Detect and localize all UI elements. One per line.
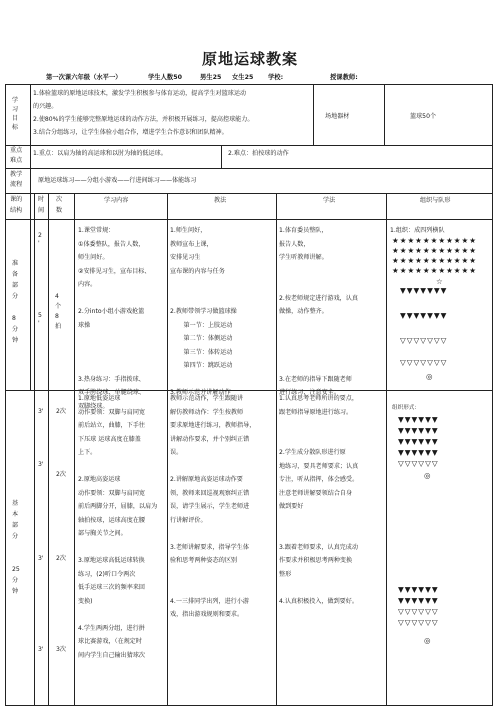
basic-content-line: 4.学生两两分组，进行拼 (78, 624, 145, 632)
keypoints-label: 重点 难点 (10, 147, 23, 164)
objective-2: 2.使80%的学生能够完整原地运球的动作方法，并积极开展练习，提高控球能力。 (33, 116, 254, 123)
basic-structure: 基 本 部 分 25 分 钟 (12, 500, 20, 595)
student-count: 学生人数50 (148, 74, 182, 81)
col-structure: 课的 结构 (10, 196, 23, 214)
prep-method-line: 2.教师带领学习做篮球操 (170, 308, 237, 315)
basic-learn-line: 作要求并积极思考两种变换 (279, 557, 353, 564)
prep-method-line: 1.师生问好， (170, 227, 207, 234)
basic-time-3: 3' (38, 555, 44, 562)
basic-formation-1: ▼▼▼▼▼▼ ▼▼▼▼▼▼ ▼▼▼▼▼▼ ▼▼▼▼▼▼ ▽▽▽▽▽▽ (398, 415, 439, 468)
prep-structure: 准 备 部 分 8 分 钟 (12, 260, 19, 344)
objective-1: 1.体验篮球的原地运球技术，激发学生积极参与体育运动，提高学生对篮球运动 (33, 90, 247, 97)
basic-formation-2: ▼▼▼▼▼▼ ▼▼▼▼▼▼ ▽▽▽▽▽▽ ▽▽▽▽▽▽ (398, 585, 439, 627)
basic-learn-line (279, 419, 358, 433)
basic-learn-line: 4.认真积极投入，做到要好。 (279, 597, 358, 605)
prep-learn-line (279, 265, 358, 279)
girls-count: 女生25 (232, 74, 254, 81)
prep-content-line: 球操 (78, 321, 91, 329)
basic-learn-line (279, 581, 358, 595)
basic-method-line: 领，教师来回巡视观察纠正错 (170, 489, 250, 497)
formation-triangles-1: ▼▼▼▼▼▼▼ (400, 286, 448, 295)
teacher-label: 授课教师: (330, 74, 358, 81)
prep-method-line (170, 373, 237, 387)
objective-3: 3.结合分组练习，让学生体验小组合作，增进学生合作意识和团队精神。 (33, 129, 228, 136)
school-label: 学校: (268, 74, 284, 81)
basic-content-line: 1.原地低姿运球 (78, 395, 121, 402)
prep-learn-line: 3.在老师的指导下跟随老师 (279, 375, 352, 383)
basic-teacher-circle-1: ◎ (424, 471, 432, 480)
basic-method-line (170, 581, 255, 595)
prep-learn-line: 做操，动作整齐。 (279, 308, 328, 315)
basic-learn-line: 地练习，要具老师要求；认真 (279, 462, 359, 470)
basic-method-line: 误。 (170, 449, 183, 456)
prep-content-line: 内容。 (78, 281, 97, 288)
prep-content (78, 224, 151, 413)
prep-content-line (78, 346, 151, 360)
basic-count-3: 2次 (56, 555, 66, 562)
col-method: 教法 (214, 197, 227, 204)
prep-learn-line (279, 359, 358, 373)
basic-content-line: 球比赛游戏，（在规定时 (78, 638, 142, 645)
basic-method-line: 行讲解评价。 (170, 516, 207, 524)
basic-learn-line (279, 527, 358, 541)
basic-learn-line: 3.跟着老师要求，认真完成动 (279, 543, 358, 551)
basic-teacher-circle-2: ◎ (424, 636, 432, 645)
basic-content (78, 392, 157, 662)
prep-time-2: 5 ' (38, 312, 42, 327)
basic-content-line: 上下。 (78, 449, 97, 456)
prep-content-line (78, 292, 151, 306)
basic-content-line: 轴拍按球，运球高度在腰 (78, 516, 146, 524)
prep-content-line: 师生问好。 (78, 254, 109, 261)
prep-learn-line (279, 319, 358, 333)
basic-learn-line: 整形 (279, 570, 292, 578)
basic-method-line: 误，请学生展示，学生老师进 (170, 503, 250, 510)
prep-content-line: 1.课堂常规： (78, 227, 115, 234)
basic-method-line: 讲解动作要求，并个别纠正错 (170, 435, 250, 443)
basic-method-line: 解仿教师动作：学生按教师 (170, 408, 244, 416)
prep-learn-line: 2.按老师规定进行游戏，认真 (279, 294, 358, 302)
prep-content-line: 双脚绕球。 (78, 402, 109, 410)
objective-1-cont: 的兴趣。 (33, 103, 58, 110)
basic-org-label: 组织形式： (392, 405, 420, 411)
basic-content-line: 低手运球三次的频率来回 (78, 584, 146, 591)
prep-content-line: 双手胯绕球、单腿绕球、 (78, 389, 146, 396)
prep-formation-stars: ★★★★★★★★★★★ ★★★★★★★★★★★ ★★★★★★★★★★★ ★★★★★★★★★★★ (392, 236, 477, 275)
basic-count-1: 2次 (56, 408, 66, 415)
formation-triangles-2: ▼▼▼▼▼▼▼ (400, 311, 448, 320)
lesson-label: 第一次课六年级（水平一） (46, 74, 122, 81)
basic-content-line: 前后两脚分开，屈膝，以肩为 (78, 503, 158, 510)
basic-learn-line: 跟老师指导原地进行练习。 (279, 408, 353, 416)
basic-time-4: 3' (38, 646, 44, 653)
prep-learn-line: 报告人数， (279, 240, 310, 248)
col-learn: 学法 (323, 197, 336, 204)
basic-learn-line: 1.认真思考老师所讲的要点， (279, 395, 358, 402)
objectives-label: 学 习 目 标 (12, 97, 19, 131)
prep-method-line: 第三节：体转运动 (170, 348, 233, 356)
basic-method-line: 要求原地进行练习，教师指导， (170, 422, 256, 429)
basic-content-line: 前后站立，曲膝，下手往 (78, 422, 146, 429)
flow-text: 原地运球练习——分组小游戏——行进间练习——体能练习 (38, 177, 197, 184)
prep-content-line: 2.分into小组小游戏抢篮 (78, 308, 145, 315)
basic-method-line: 验和思考两种姿态的区别 (170, 557, 238, 564)
prep-learn-line (279, 278, 358, 292)
basic-method-line: 4.一三排同学出列，进行小游 (170, 597, 249, 605)
teacher-marker-icon: ☆ (436, 277, 444, 286)
formation-triangles-4: ▽▽▽▽▽▽▽ (400, 358, 448, 367)
prep-method-line: 宣布课的内容与任务 (170, 267, 225, 275)
basic-method-line (170, 527, 255, 541)
prep-method-line: 第一节：上肢运动 (170, 321, 233, 329)
equipment-value: 篮球50个 (410, 113, 437, 120)
basic-method-line: 2.讲解原地高姿运球动作要 (170, 476, 243, 483)
basic-content-line: 间内学生自己输出猜球次 (78, 651, 146, 659)
basic-content-line: 下压球 运球高度在膝盖 (78, 435, 141, 443)
col-count: 次 数 (56, 196, 63, 214)
basic-method-line: 教师示范动作，学生跟随讲 (170, 395, 244, 402)
basic-method (170, 392, 255, 622)
basic-content-line: 部与胸关节之间。 (78, 530, 127, 537)
formation-triangles-3: ▽▽▽▽▽▽▽ (400, 336, 448, 345)
prep-learn-line (279, 346, 358, 360)
prep-count: 4 个 8 拍 (55, 293, 62, 330)
basic-learn-line (279, 433, 358, 447)
basic-method-line: 戏，指出游戏规则和要求。 (170, 611, 244, 618)
prep-content-line (78, 332, 151, 346)
prep-content-line: ②安排见习生，宣布目标、 (78, 267, 151, 275)
teacher-circle-icon: ◎ (426, 372, 434, 381)
prep-learn-line: 学生听教师讲解。 (279, 254, 328, 261)
prep-method (170, 224, 237, 400)
prep-method-line: 3.教师示范并讲解动作 (170, 389, 231, 396)
basic-content-line: 练习，(2)听口令两次 (78, 570, 136, 578)
basic-count-4: 3次 (56, 646, 66, 653)
prep-learn-line: 1.体育委员整队， (279, 227, 328, 234)
basic-content-line (78, 541, 157, 555)
basic-learn-line: 注意老师讲解要领结合自身 (279, 489, 353, 497)
basic-time-1: 3' (38, 408, 44, 415)
prep-content-line (78, 359, 151, 373)
boys-count: 男生25 (200, 74, 222, 81)
prep-method-line: 第二节：体侧运动 (170, 335, 233, 342)
basic-content-line: 动作要领：双脚与肩同宽 (78, 408, 146, 416)
equipment-label: 场地器材 (325, 113, 350, 120)
prep-org-label: 1.组织：成四列横队 (390, 227, 445, 234)
basic-learn-line: 专注，听从指挥，体会感受。 (279, 476, 359, 483)
basic-method-line (170, 568, 255, 582)
col-organization: 组织与队形 (420, 197, 451, 204)
prep-learn (279, 224, 358, 400)
basic-count-2: 2次 (56, 471, 66, 478)
prep-method-line: 教师宣布上课， (170, 240, 213, 248)
basic-content-line: 2.原地高姿运球 (78, 476, 121, 483)
col-content: 学习内容 (104, 197, 129, 204)
prep-learn-line: 进行练习，注意安全。 (279, 389, 340, 396)
prep-content-line: 3.热身练习：手指拨球、 (78, 375, 145, 383)
basic-method-line: 3.老师讲解要求，指导学生体 (170, 543, 249, 551)
difficult-point: 2.难点：拍按球的动作 (228, 150, 289, 157)
basic-method-line (170, 460, 255, 474)
prep-time-1: 2 ' (38, 232, 42, 247)
prep-method-line: 第四节：跳跃运动 (170, 362, 233, 369)
prep-method-line (170, 278, 237, 292)
basic-content-line (78, 608, 157, 622)
basic-content-line: 动作要领：双脚与肩同宽 (78, 489, 146, 497)
basic-content-line (78, 460, 157, 474)
basic-learn-line: 做到要好 (279, 503, 304, 510)
flow-label: 教学 流程 (10, 171, 23, 188)
prep-method-line: 安排见习生 (170, 254, 201, 261)
prep-method-line (170, 292, 237, 306)
basic-content-line: 变换) (78, 597, 93, 605)
basic-content-line: 3.原地运球高低运球转换 (78, 557, 145, 564)
basic-learn-line: 2.学生成分散队形进行原 (279, 449, 346, 456)
prep-content-line: ①体委整队，报告人数， (78, 240, 145, 248)
page-title: 原地运球教案 (201, 50, 298, 68)
basic-time-2: 3' (38, 461, 44, 468)
col-time: 时 间 (38, 196, 45, 214)
key-point: 1.重点：以肩为轴的高运球和以肘为轴的低运球。 (33, 150, 167, 157)
prep-learn-line (279, 332, 358, 346)
basic-learn (279, 392, 358, 608)
basic-learn-line (279, 514, 358, 528)
